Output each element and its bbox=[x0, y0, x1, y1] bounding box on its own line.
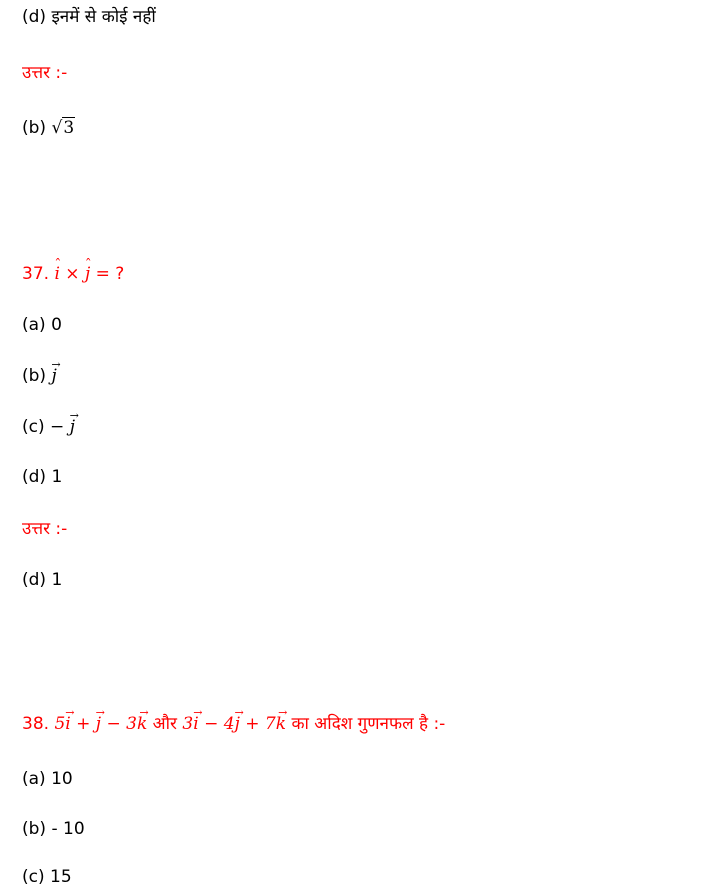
q38-expr1-j: j → bbox=[96, 713, 101, 735]
q37-answer-label: उत्तर :- bbox=[22, 519, 68, 539]
q38-option-a: (a) 10 bbox=[22, 769, 73, 789]
q36-option-d: (d) इनमें से कोई नहीं bbox=[22, 7, 156, 27]
q37-number: 37. bbox=[22, 264, 50, 284]
q38-number: 38. bbox=[22, 714, 50, 734]
q37-option-b-value: j → bbox=[51, 365, 56, 387]
q37-option-b bbox=[22, 365, 57, 387]
q36-answer-label: उत्तर :- bbox=[22, 63, 68, 83]
q37-answer: (d) 1 bbox=[22, 570, 63, 590]
q37-j-hat: j ˆ bbox=[85, 263, 90, 285]
q36-answer-prefix: (b) bbox=[22, 118, 47, 138]
q38-expr2-coef1: 3 bbox=[182, 714, 194, 734]
q38-question bbox=[22, 713, 445, 735]
q38-expr2-minus: − 4 bbox=[198, 714, 235, 734]
q37-option-a: (a) 0 bbox=[22, 315, 62, 335]
q38-option-c: (c) 15 bbox=[22, 867, 72, 887]
q38-expr1-i: i → bbox=[65, 713, 70, 735]
q38-expr1-k: k → bbox=[137, 713, 147, 735]
q37-option-c-minus: − bbox=[50, 417, 65, 437]
q38-expr1-minus: − 3 bbox=[101, 714, 137, 734]
q37-times: × bbox=[65, 264, 80, 284]
q37-option-c-value: j → bbox=[70, 416, 75, 438]
q37-i-hat: i ˆ bbox=[54, 263, 59, 285]
q38-expr1-coef1: 5 bbox=[54, 714, 66, 734]
q38-tail: का अदिश गुणनफल है :- bbox=[291, 714, 446, 734]
q38-expr2-k: k → bbox=[276, 713, 286, 735]
q37-option-c bbox=[22, 416, 75, 438]
q37-equals: = ? bbox=[95, 264, 125, 284]
q37-question bbox=[22, 263, 124, 285]
q37-option-b-prefix: (b) bbox=[22, 366, 47, 386]
q37-option-c-prefix: (c) bbox=[22, 417, 45, 437]
q38-expr2-j: j → bbox=[235, 713, 240, 735]
q36-answer-value: 3 bbox=[63, 118, 75, 138]
q38-option-b: (b) - 10 bbox=[22, 819, 85, 839]
q38-expr2-plus: + 7 bbox=[239, 714, 276, 734]
q38-expr1-plus: + bbox=[70, 714, 96, 734]
q38-expr2-i: i → bbox=[193, 713, 198, 735]
q36-answer bbox=[22, 117, 75, 139]
q38-conj: और bbox=[152, 714, 178, 734]
sqrt-symbol: √3 bbox=[51, 118, 75, 138]
q37-option-d: (d) 1 bbox=[22, 467, 63, 487]
